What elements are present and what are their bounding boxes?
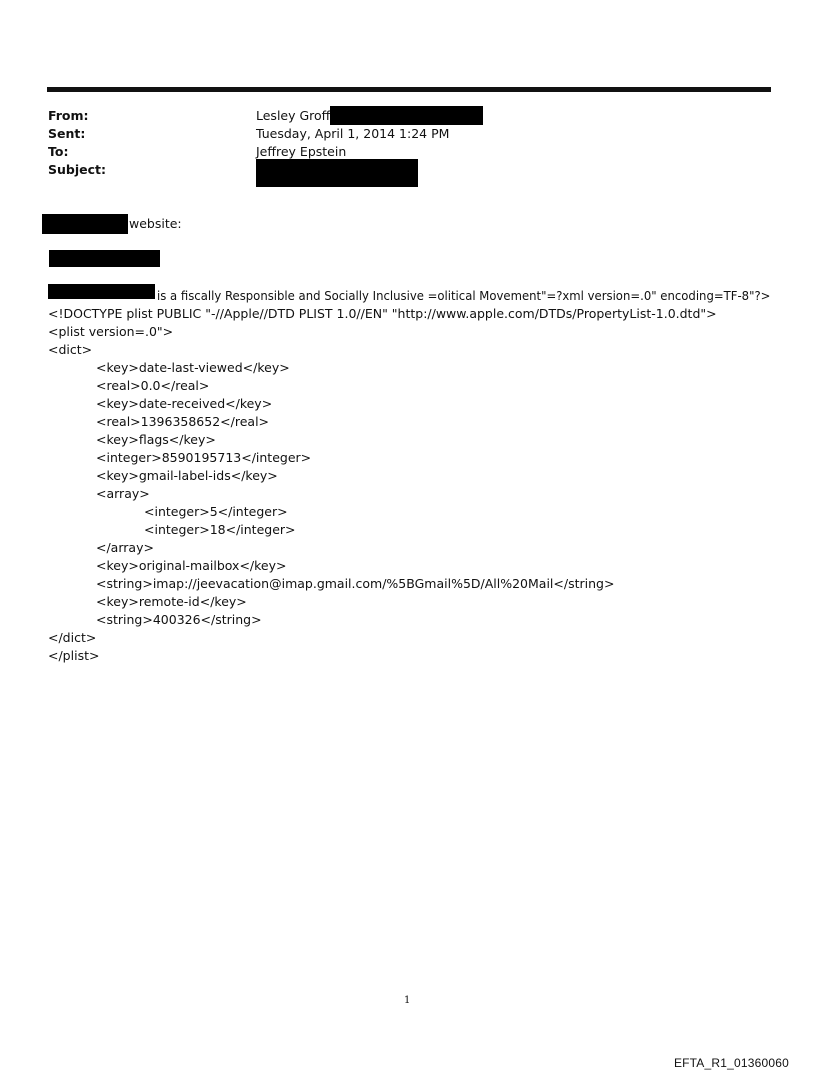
- plist-line: <key>date-received</key>: [96, 396, 273, 411]
- fragment-line: is a fiscally Responsible and Socially Inclusive =olitical Movement"=?xml version=.0" encoding=TF-8"?>: [157, 288, 771, 303]
- plist-line: <key>date-last-viewed</key>: [96, 360, 290, 375]
- plist-line: <key>original-mailbox</key>: [96, 558, 287, 573]
- from-value: Lesley Groff: [256, 108, 331, 123]
- plist-line: <!DOCTYPE plist PUBLIC "-//Apple//DTD PLIST 1.0//EN" "http://www.apple.com/DTDs/PropertyList-1.0.dtd">: [48, 306, 717, 321]
- sent-value: Tuesday, April 1, 2014 1:24 PM: [256, 126, 450, 141]
- from-label: From:: [48, 108, 89, 123]
- sent-label: Sent:: [48, 126, 86, 141]
- header-rule: [47, 87, 771, 92]
- plist-line: </plist>: [48, 648, 100, 663]
- plist-line: </dict>: [48, 630, 97, 645]
- plist-line: <real>1396358652</real>: [96, 414, 270, 429]
- plist-line: <array>: [96, 486, 150, 501]
- document-id: EFTA_R1_01360060: [673, 1056, 789, 1070]
- plist-line: </array>: [96, 540, 154, 555]
- plist-line: <string>400326</string>: [96, 612, 262, 627]
- plist-line: <key>flags</key>: [96, 432, 216, 447]
- plist-line: <key>gmail-label-ids</key>: [96, 468, 278, 483]
- subject-label: Subject:: [48, 162, 106, 177]
- page-number: 1: [404, 995, 411, 1006]
- redaction-fragment: [48, 284, 155, 299]
- plist-line: <integer>18</integer>: [144, 522, 296, 537]
- redaction-from-email: [330, 106, 483, 125]
- plist-line: <integer>5</integer>: [144, 504, 288, 519]
- redaction-intro: [42, 214, 128, 234]
- plist-line: <key>remote-id</key>: [96, 594, 247, 609]
- redaction-subject: [256, 159, 418, 187]
- plist-line: <real>0.0</real>: [96, 378, 210, 393]
- plist-line: <string>imap://jeevacation@imap.gmail.com/%5BGmail%5D/All%20Mail</string>: [96, 576, 615, 591]
- to-label: To:: [48, 144, 69, 159]
- redaction-website: [49, 250, 160, 267]
- intro-text: website:: [129, 216, 182, 231]
- to-value: Jeffrey Epstein: [256, 144, 347, 159]
- plist-line: <plist version=.0">: [48, 324, 174, 339]
- plist-line: <integer>8590195713</integer>: [96, 450, 312, 465]
- plist-line: <dict>: [48, 342, 93, 357]
